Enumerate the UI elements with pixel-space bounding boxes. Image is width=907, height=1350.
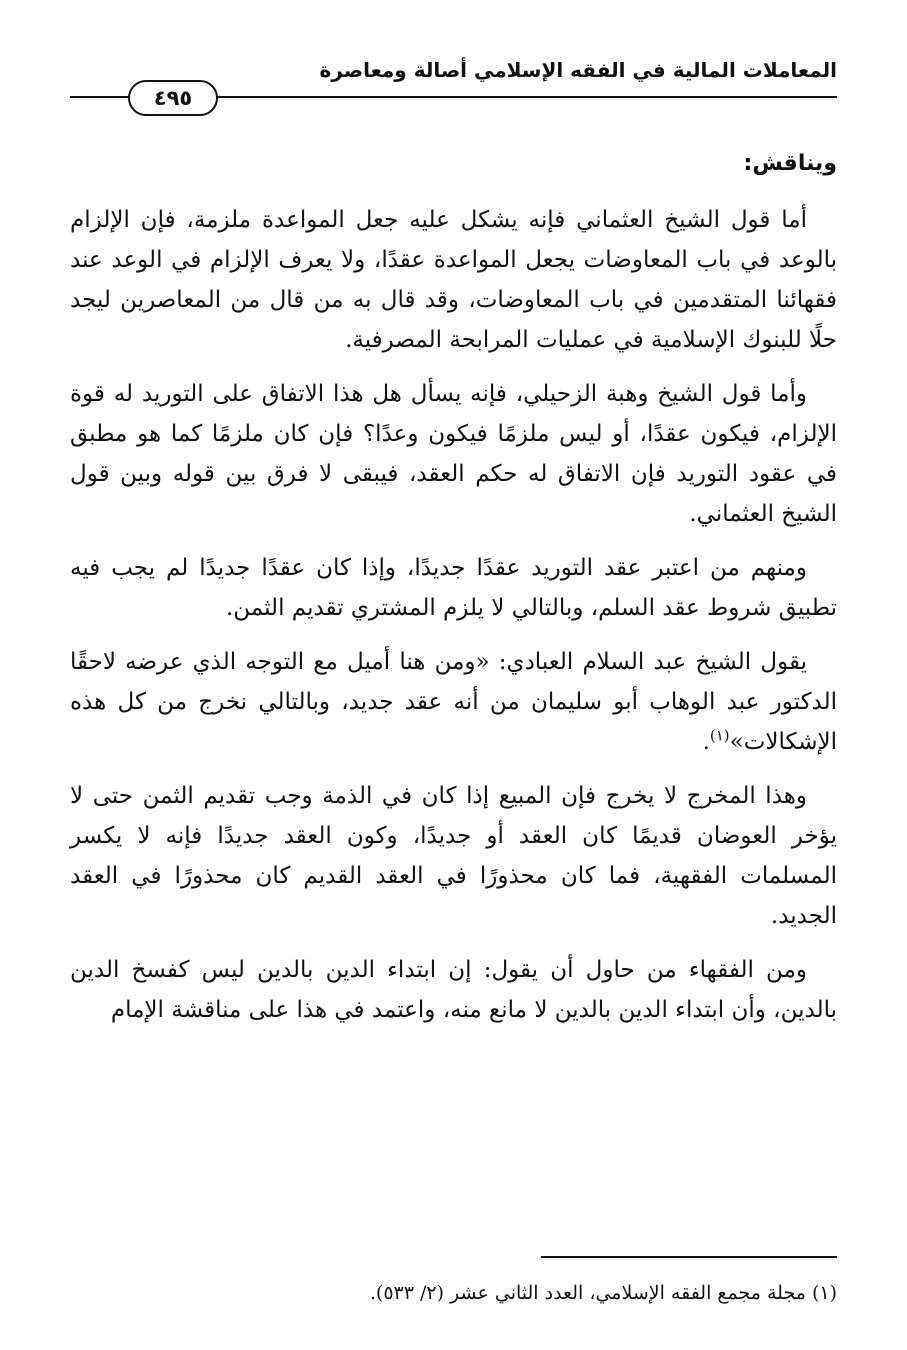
paragraph: ومنهم من اعتبر عقد التوريد عقدًا جديدًا، وإذا كان عقدًا جديدًا لم يجب فيه تطبيق شروط عقد السلم، وبالتالي لا يلزم المشتري تقديم الثمن. [70,555,837,621]
paragraph: ومن الفقهاء من حاول أن يقول: إن ابتداء الدين بالدين ليس كفسخ الدين بالدين، وأن ابتداء الدين بالدين لا مانع منه، واعتمد في هذا على مناقشة الإمام [70,957,837,1023]
main-text [70,146,837,1044]
footnote: (١) مجلة مجمع الفقه الإسلامي، العدد الثاني عشر (٢/ ٥٣٣). [369,1282,837,1304]
footnote-reference[interactable]: (١) [709,726,730,745]
paragraph: وأما قول الشيخ وهبة الزحيلي، فإنه يسأل هل هذا الاتفاق على التوريد له قوة الإلزام، فيكون عقدًا، أو ليس ملزمًا فيكون وعدًا؟ فإن كان ملزمًا كما هو مطبق في عقود التوريد فإن الاتفاق له حكم العقد، فيبقى لا فرق بين قوله وبين قول الشيخ العثماني. [70,381,837,527]
page-number: ٤٩٥ [128,80,218,116]
footnote-rule [541,1256,837,1258]
running-title: المعاملات المالية في الفقه الإسلامي أصالة ومعاصرة [319,58,837,82]
quote-end-punct: . [702,729,710,755]
quote-text: يقول الشيخ عبد السلام العبادي: «ومن هنا أميل مع التوجه الذي عرضه لاحقًا الدكتور عبد الوهاب أبو سليمان من أنه عقد جديد، وبالتالي نخرج من كل هذه الإشكالات» [70,649,837,755]
quote-paragraph [70,642,837,762]
section-heading: ويناقش: [743,151,837,176]
paragraph: أما قول الشيخ العثماني فإنه يشكل عليه جعل المواعدة ملزمة، فإن الإلزام بالوعد في باب المعاوضات يجعل المواعدة عقدًا، ولا يعرف الإلزام في الوعد عند فقهائنا المتقدمين في باب المعاوضات، وقد قال به من قال من المعاصرين ليجد حلًا للبنوك الإسلامية في عمليات المرابحة المصرفية. [70,207,837,353]
paragraph: وهذا المخرج لا يخرج فإن المبيع إذا كان في الذمة وجب تقديم الثمن حتى لا يؤخر العوضان قديمًا كان العقد أو جديدًا، وكون العقد جديدًا فإنه لا يكسر المسلمات الفقهية، فما كان محذورًا في العقد القديم كان محذورًا في العقد الجديد. [70,783,837,929]
